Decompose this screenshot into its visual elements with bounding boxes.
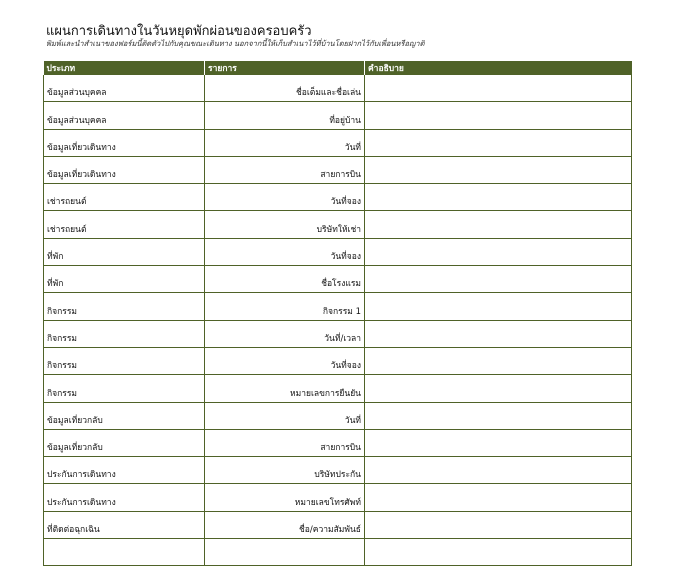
- category-cell[interactable]: กิจกรรม: [44, 375, 205, 402]
- category-cell[interactable]: ข้อมูลเที่ยวเดินทาง: [44, 129, 205, 156]
- table-row: [44, 102, 632, 129]
- description-cell[interactable]: [365, 293, 632, 320]
- header-item: รายการ: [205, 61, 365, 75]
- table-row: [44, 429, 632, 456]
- description-cell[interactable]: [365, 320, 632, 347]
- category-cell[interactable]: ประกันการเดินทาง: [44, 484, 205, 511]
- description-cell[interactable]: [365, 457, 632, 484]
- description-cell[interactable]: [365, 266, 632, 293]
- description-cell[interactable]: [365, 511, 632, 538]
- item-cell[interactable]: บริษัทประกัน: [205, 457, 365, 484]
- table-row: [44, 375, 632, 402]
- table-row: [44, 539, 632, 566]
- category-cell[interactable]: ประกันการเดินทาง: [44, 457, 205, 484]
- category-cell[interactable]: กิจกรรม: [44, 293, 205, 320]
- description-cell[interactable]: [365, 75, 632, 102]
- item-cell[interactable]: วันที่: [205, 129, 365, 156]
- description-cell[interactable]: [365, 238, 632, 265]
- table-row: [44, 156, 632, 183]
- table-row: [44, 211, 632, 238]
- table-row: [44, 484, 632, 511]
- description-cell[interactable]: [365, 375, 632, 402]
- item-cell[interactable]: วันที่/เวลา: [205, 320, 365, 347]
- table-row: [44, 293, 632, 320]
- table-row: [44, 184, 632, 211]
- category-cell[interactable]: กิจกรรม: [44, 347, 205, 374]
- item-cell[interactable]: วันที่จอง: [205, 238, 365, 265]
- table-header-row: [44, 61, 632, 75]
- table-row: [44, 347, 632, 374]
- category-cell[interactable]: ข้อมูลเที่ยวกลับ: [44, 429, 205, 456]
- description-cell[interactable]: [365, 129, 632, 156]
- item-cell[interactable]: ที่อยู่บ้าน: [205, 102, 365, 129]
- item-cell[interactable]: วันที่จอง: [205, 347, 365, 374]
- document-subtitle: พิมพ์และนำสำเนาของฟอร์มนี้ติดตัวไปกับคุณขณะเดินทาง นอกจากนี้ให้เก็บสำเนาไว้ที่บ้านโดยฝากไว้กับเพื่อนหรือญาติ: [46, 39, 425, 48]
- table-row: [44, 457, 632, 484]
- description-cell[interactable]: [365, 484, 632, 511]
- item-cell[interactable]: กิจกรรม 1: [205, 293, 365, 320]
- description-cell[interactable]: [365, 156, 632, 183]
- item-cell[interactable]: วันที่จอง: [205, 184, 365, 211]
- category-cell[interactable]: เช่ารถยนต์: [44, 184, 205, 211]
- item-cell[interactable]: ชื่อเต็มและชื่อเล่น: [205, 75, 365, 102]
- document-title: แผนการเดินทางในวันหยุดพักผ่อนของครอบครัว: [46, 24, 312, 39]
- item-cell[interactable]: บริษัทให้เช่า: [205, 211, 365, 238]
- category-cell[interactable]: ที่พัก: [44, 238, 205, 265]
- description-cell[interactable]: [365, 539, 632, 566]
- table-row: [44, 75, 632, 102]
- header-category: ประเภท: [44, 61, 205, 75]
- description-cell[interactable]: [365, 211, 632, 238]
- table-row: [44, 129, 632, 156]
- description-cell[interactable]: [365, 402, 632, 429]
- description-cell[interactable]: [365, 102, 632, 129]
- category-cell[interactable]: ข้อมูลส่วนบุคคล: [44, 102, 205, 129]
- table-row: [44, 238, 632, 265]
- category-cell[interactable]: ข้อมูลเที่ยวเดินทาง: [44, 156, 205, 183]
- item-cell[interactable]: วันที่: [205, 402, 365, 429]
- table-row: [44, 511, 632, 538]
- item-cell[interactable]: สายการบิน: [205, 429, 365, 456]
- table-row: [44, 320, 632, 347]
- item-cell[interactable]: หมายเลขการยืนยัน: [205, 375, 365, 402]
- header-description: คำอธิบาย: [365, 61, 632, 75]
- item-cell[interactable]: [205, 539, 365, 566]
- item-cell[interactable]: ชื่อโรงแรม: [205, 266, 365, 293]
- category-cell[interactable]: [44, 539, 205, 566]
- description-cell[interactable]: [365, 429, 632, 456]
- category-cell[interactable]: ที่พัก: [44, 266, 205, 293]
- category-cell[interactable]: กิจกรรม: [44, 320, 205, 347]
- item-cell[interactable]: สายการบิน: [205, 156, 365, 183]
- category-cell[interactable]: ข้อมูลส่วนบุคคล: [44, 75, 205, 102]
- table-row: [44, 402, 632, 429]
- category-cell[interactable]: ที่ติดต่อฉุกเฉิน: [44, 511, 205, 538]
- item-cell[interactable]: หมายเลขโทรศัพท์: [205, 484, 365, 511]
- table-row: [44, 266, 632, 293]
- category-cell[interactable]: เช่ารถยนต์: [44, 211, 205, 238]
- item-cell[interactable]: ชื่อ/ความสัมพันธ์: [205, 511, 365, 538]
- category-cell[interactable]: ข้อมูลเที่ยวกลับ: [44, 402, 205, 429]
- description-cell[interactable]: [365, 347, 632, 374]
- description-cell[interactable]: [365, 184, 632, 211]
- travel-plan-table: [43, 61, 632, 566]
